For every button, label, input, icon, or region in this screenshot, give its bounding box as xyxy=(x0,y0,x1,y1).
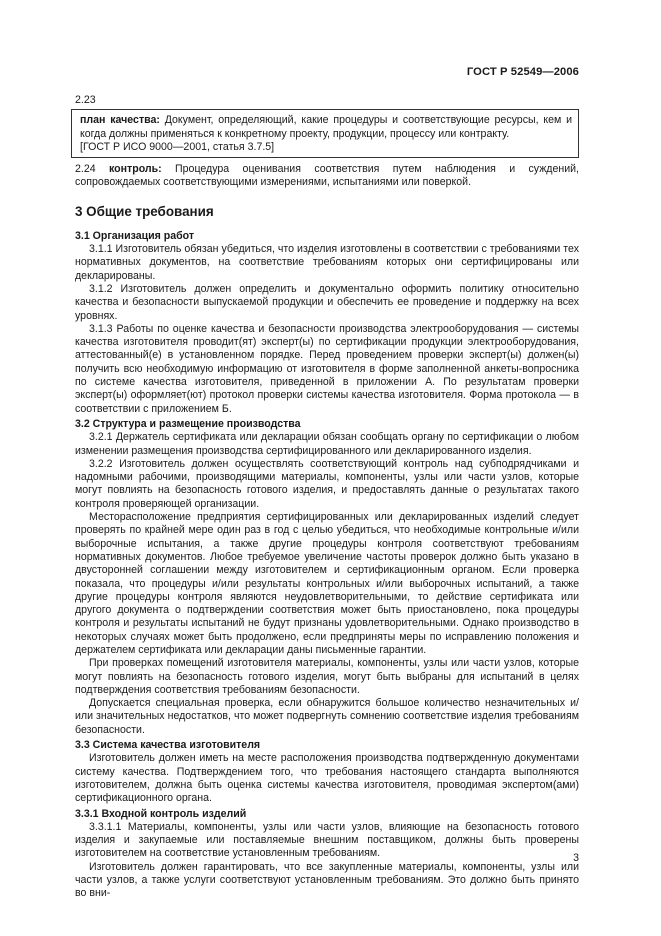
paragraph-3-1-1: 3.1.1 Изготовитель обязан убедиться, что изделия изготовлены в соответствии с требованиями тех нормативных документов, на соответствие требованиям которых они сертифицированы или декларированы. xyxy=(75,243,579,282)
paragraph-3-2-2-d: Допускается специальная проверка, если обнаружится большое количество незначительных и/или значительных недостатков, что может подвергнуть сомнению соответствие изделия требованиям безопасности. xyxy=(75,697,579,736)
subsection-3-3-1-title: 3.3.1 Входной контроль изделий xyxy=(75,807,247,820)
paragraph-3-3: Изготовитель должен иметь на месте расположения производства подтвержденную документами систему качества. Подтверждением того, что требования настоящего стандарта выполняются изготовителем, должна быть оценка системы качества изготовителя, проводимая экспертом(ами) сертификационного органа. xyxy=(75,752,579,805)
paragraph-3-2-2-c: При проверках помещений изготовителя материалы, компоненты, узлы или части узлов, которые могут повлиять на безопасность готового изделия, могут быть выбраны для испытаний в целях подтверждения соответствия требованиям безопасности. xyxy=(75,657,579,696)
paragraph-3-2-1: 3.2.1 Держатель сертификата или декларации обязан сообщать органу по сертификации о любом изменении размещения производства сертифицированного или декларированного изделия. xyxy=(75,431,579,457)
section-3-title: 3 Общие требования xyxy=(75,203,214,219)
term-2-23-name: план качества: xyxy=(80,114,160,127)
page-content xyxy=(75,94,579,901)
paragraph-3-3-1-1: 3.3.1.1 Материалы, компоненты, узлы или части узлов, влияющие на безопасность готового изделия и закупаемые или поставляемые внешним поставщиком, должны быть проверены изготовителем на соответствие установленным требованиям. xyxy=(75,820,579,860)
paragraph-3-3-1-1-b: Изготовитель должен гарантировать, что все закупленные материалы, компоненты, узлы или части узлов, а также услуги соответствуют установленным требованиям. Это должно быть принято во вни- xyxy=(75,860,579,900)
page-number: 3 xyxy=(573,852,579,864)
term-box-2-23 xyxy=(71,109,579,158)
term-2-24-number: 2.24 xyxy=(75,163,109,176)
subsection-3-3-title: 3.3 Система качества изготовителя xyxy=(75,739,261,752)
paragraph-3-2-2-b: Месторасположение предприятия сертифицированных или декларированных изделий следует проверять по крайней мере один раз в год с целью убедиться, что необходимые контрольные и/или выборочные испытания, а также другие процедуры контроля соответствуют требованиям нормативных документов. Любое требуемое увеличение частоты проверок должно быть указано в двусторонней соглашении между изготовителем и сертификационным органом. Если проверка показала, что процедуры и/или результаты контрольных и/или выборочных испытаний, а также другие процедуры контроля являются неудовлетворительными, то действие сертификата или другого документа о подтверждении соответствия может быть приостановлено, пока процедуры контроля и результаты испытаний не будут признаны удовлетворительными. Однако производство в некоторых случаях может быть продолжено, если предприняты меры по исправлению положения и держателем сертификата или декларации даны письменные гарантии. xyxy=(75,511,579,656)
term-2-23-reference: [ГОСТ Р ИСО 9000—2001, статья 3.7.5] xyxy=(80,140,275,153)
subsection-3-1-title: 3.1 Организация работ xyxy=(75,229,195,242)
term-2-24-definition: Процедура оценивания соответствия путем наблюдения и суждений, сопровождаемых соответствующими измерениями, испытаниями или поверкой. xyxy=(75,163,580,189)
paragraph-3-1-2: 3.1.2 Изготовитель должен определить и документально оформить политику относительно качества и безопасности выпускаемой продукции и обеспечить ее проведение и поддержку на всех уровнях. xyxy=(75,282,579,322)
paragraph-3-2-2: 3.2.2 Изготовитель должен осуществлять соответствующий контроль над субподрядчиками и надомными рабочими, производящими материалы, компоненты, узлы или части узлов, которые могут повлиять на безопасность готового изделия, и предоставлять данные о результатах такого контроля проверяющей организации. xyxy=(75,457,579,510)
term-2-24 xyxy=(75,163,579,190)
term-2-24-name: контроль: xyxy=(109,163,162,176)
subsection-3-2-title: 3.2 Структура и размещение производства xyxy=(75,417,301,430)
document-id: ГОСТ Р 52549—2006 xyxy=(466,66,579,78)
term-2-23 xyxy=(80,114,572,141)
term-number-2-23: 2.23 xyxy=(75,94,96,106)
paragraph-3-1-3: 3.1.3 Работы по оценке качества и безопасности производства электрооборудования — системы качества изготовителя проводит(ят) эксперт(ы) по сертификации продукции электрооборудования, аттестованный(е) в установленном порядке. Перед проведением проверки эксперт(ы) должен(ы) получить всю необходимую информацию от изготовителя в форме заполненной анкеты-вопросника по системе качества изготовителя, приведенной в приложении А. По результатам проверки эксперт(ы) оформляет(ют) протокол проверки системы качества изготовителя. Форма протокола — в соответствии с приложением Б. xyxy=(75,322,579,415)
term-2-23-definition: Документ, определяющий, какие процедуры и соответствующие ресурсы, кем и когда должны применяться к конкретному проекту, продукции, процессу или контракту. xyxy=(80,114,572,140)
